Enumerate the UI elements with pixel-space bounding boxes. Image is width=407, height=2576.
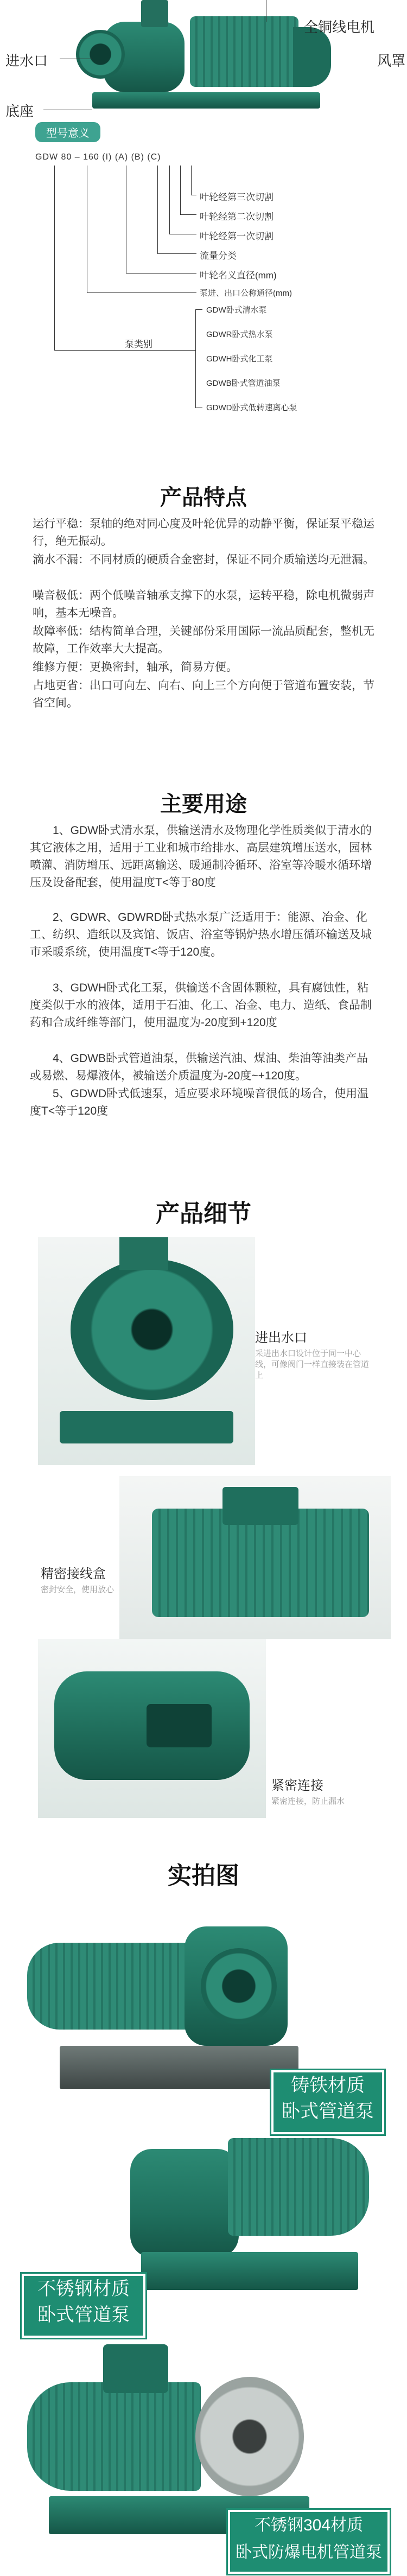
tag-304-line1: 不锈钢304材质 [254,2516,364,2534]
hero-section [0,0,407,119]
photos-title: 实拍图 [168,1862,239,1889]
tag-cast-iron-line2: 卧式管道泵 [282,2101,374,2122]
callout-motor: 全铜线电机 [304,19,375,35]
junction-title: 精密接线盒 [41,1567,106,1581]
tag-stainless-304 [228,2510,390,2574]
model-row-2: 叶轮经第二次切割 [200,212,274,222]
model-code: GDW 80 – 160 (I) (A) (B) (C) [35,152,161,162]
details-title: 产品细节 [156,1200,251,1227]
detail-outlet-image [38,1237,255,1465]
model-row-1: 叶轮经第三次切割 [200,192,274,202]
hero-pump-image [81,0,331,109]
outlet-title: 进出水口 [255,1331,307,1345]
model-row-6: 泵进、出口公称通径(mm) [200,289,292,298]
details-section [0,1172,407,1840]
use-5: 5、GDWD卧式低速泵，适应要求环境噪音很低的场合，使用温度T<等于120度 [30,1087,369,1117]
callout-base: 底座 [5,103,34,119]
model-row-3: 叶轮经第一次切割 [200,231,274,241]
series-item-3: GDWH卧式化工泵 [206,354,273,364]
tag-stainless-line1: 不锈钢材质 [37,2279,130,2299]
model-row-4: 流量分类 [200,251,237,261]
uses-section [0,711,407,1117]
callout-inlet: 进水口 [5,53,48,69]
series-item-4: GDWB卧式管道油泵 [206,379,281,388]
connect-desc: 紧密连接，防止漏水 [271,1797,345,1806]
detail-junction-image [119,1476,391,1639]
tag-cast-iron-line1: 铸铁材质 [291,2075,365,2096]
model-section [0,117,407,421]
series-item-2: GDWR卧式热水泵 [206,330,273,339]
series-label: 泵类别 [125,339,152,349]
features-section [0,429,407,709]
model-row-5: 叶轮名义直径(mm) [200,270,277,281]
photos-section [0,1845,407,2576]
feature-6: 占地更省：出口可向左、向右、向上三个方向便于管道布置安装，节省空间。 [33,679,374,709]
feature-5: 维修方便：更换密封，轴承，简易方便。 [33,661,238,673]
feature-1: 运行平稳：泵轴的绝对同心度及叶轮优异的动静平衡，保证泵平稳运行，绝无振动。 [33,518,374,548]
photo-cast-iron-pump [27,1905,309,2100]
model-badge: 型号意义 [35,122,100,142]
use-3: 3、GDWH卧式化工泵，供输送不含固体颗粒，具有腐蚀性，粘度类似于水的液体，适用于石油、化工、冶金、电力、造纸、食品制药和合成纤维等部门，使用温度为-20度到+120度 [30,982,372,1029]
callout-cover: 风罩 [377,53,406,69]
detail-connect-image [38,1639,266,1818]
feature-4: 故障率低：结构简单合理，关键部份采用国际一流品质配套，整机无故障，工作效率大大提高。 [33,625,374,655]
tag-304-line2: 卧式防爆电机管道泵 [236,2543,382,2561]
use-4: 4、GDWB卧式管道油泵，供输送汽油、煤油、柴油等油类产品或易燃、易爆液体，被输送介质温度为-20度~+120度。 [30,1052,368,1082]
outlet-desc: 采进出水口设计位于同一中心线，可像阀门一样直接装在管道上 [255,1349,370,1380]
use-2: 2、GDWR、GDWRD卧式热水泵广泛适用于：能源、冶金、化工、纺织、造纸以及宾馆、饭店、浴室等锅炉热水增压循环输送及城市采暖系统，使用温度T<等于120度。 [30,911,372,958]
connect-title: 紧密连接 [271,1778,323,1793]
feature-2: 滴水不漏：不同材质的硬质合金密封，保证不同介质输送均无泄漏。 [33,554,374,566]
series-item-1: GDW卧式清水泵 [206,306,267,315]
series-item-5: GDWD卧式低转速离心泵 [206,403,297,412]
tag-stainless [22,2274,145,2338]
photo-stainless-pump [130,2116,380,2295]
uses-title: 主要用途 [160,792,247,816]
use-1: 1、GDW卧式清水泵，供输送清水及物理化学性质类似于清水的其它液体之用，适用于工业和城市给排水、高层建筑增压送水，园林喷灌、消防增压、远距离输送、暖通制冷循环、浴室等冷暖水循环增压及设备配套，使用温度T<等于80度 [30,824,372,889]
feature-3: 噪音极低：两个低噪音轴承支撑下的水泵，运转平稳，除电机微弱声响，基本无噪音。 [33,589,374,619]
junction-desc: 密封安全，使用放心 [41,1585,115,1594]
tag-stainless-line2: 卧式管道泵 [37,2305,130,2325]
features-title: 产品特点 [160,486,247,510]
